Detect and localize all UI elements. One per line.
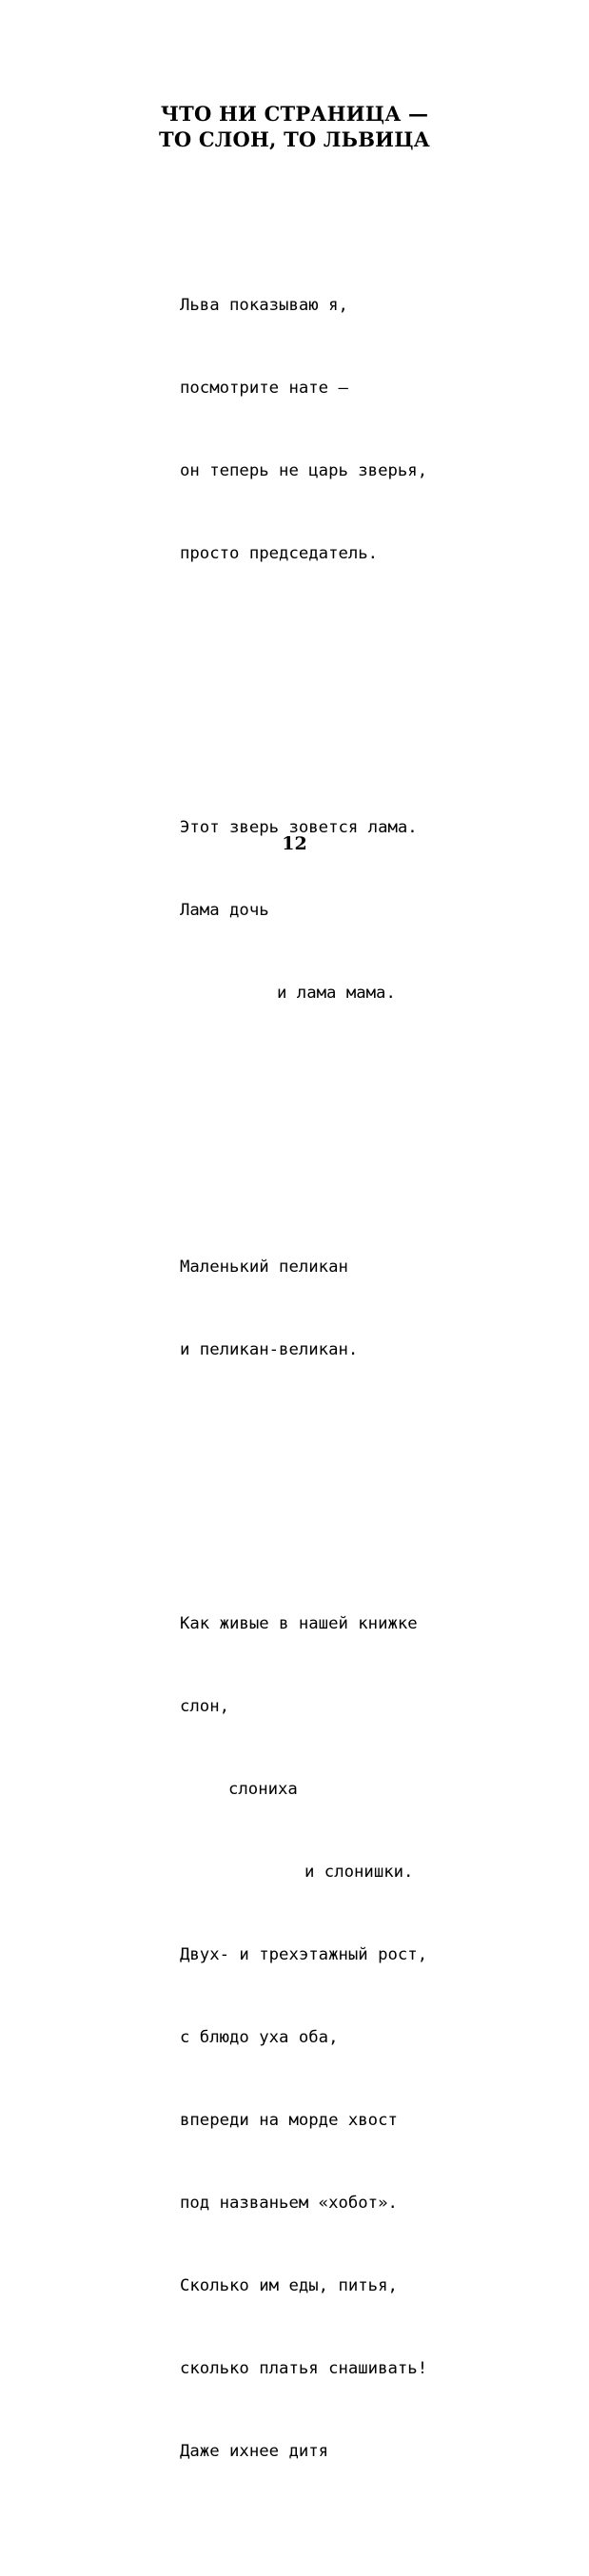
stanza-break: [180, 1474, 579, 1500]
poem-line: Даже ихнее дитя: [180, 2442, 329, 2461]
poem-title-line-1: ЧТО НИ СТРАНИЦА —: [160, 102, 429, 126]
page-number: 12: [282, 833, 307, 854]
poem-line: Маленький пеликан: [180, 1258, 348, 1277]
stanza-3: [180, 1199, 579, 1419]
poem-line: с блюдо уха оба,: [180, 2028, 339, 2047]
poem-line: Сколько им еды, питья,: [180, 2276, 398, 2295]
poem-line: впереди на морде хвост: [180, 2111, 398, 2130]
stanza-break: [180, 1118, 579, 1143]
poem-line: под названьем «хобот».: [180, 2194, 398, 2213]
poem-line: Этот зверь зовется лама.: [180, 818, 418, 837]
poem-line: и слонишки.: [304, 1863, 414, 1882]
poem-line: он теперь не царь зверья,: [180, 461, 428, 480]
poem-line: и пеликан-великан.: [180, 1340, 359, 1359]
poem-line: и лама мама.: [277, 984, 396, 1003]
poem-title-line-2: ТО СЛОН, ТО ЛЬВИЦА: [159, 127, 430, 151]
poem-title: [0, 101, 589, 152]
poem-line: посмотрите нате —: [180, 379, 348, 398]
poem-line: слон,: [180, 1697, 230, 1716]
stanza-1: [180, 237, 579, 623]
poem-line: Двух- и трехэтажный рост,: [180, 1945, 428, 1964]
poem-line: Льва показываю я,: [180, 296, 348, 315]
poem-line: просто председатель.: [180, 544, 379, 563]
poem-line: Лама дочь: [180, 901, 269, 920]
stanza-break: [180, 678, 579, 704]
stanza-4: [180, 1555, 579, 2521]
poem-line: слониха: [228, 1780, 298, 1799]
poem-line: Как живые в нашей книжке: [180, 1614, 418, 1633]
stanza-2: [180, 759, 579, 1063]
poem-line: сколько платья снашивать!: [180, 2359, 428, 2378]
poem-body: [180, 182, 579, 2576]
